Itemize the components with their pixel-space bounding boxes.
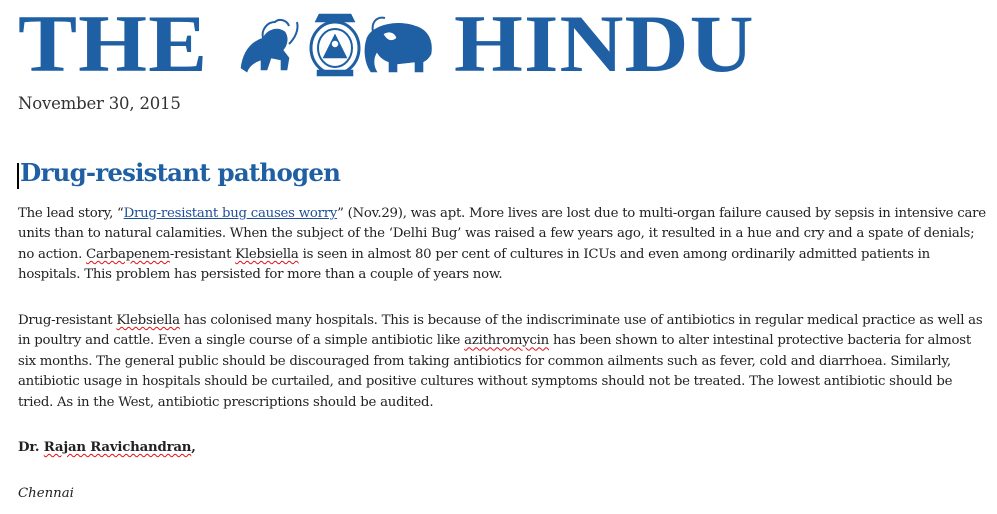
text-cursor [17,163,19,189]
author-name: Rajan Ravichandran [43,440,192,455]
masthead-hindu: HINDU [454,0,755,89]
masthead [18,0,763,89]
author-prefix: Dr. [18,440,44,455]
p1-text-end: is seen in almost 80 per cent of cultures in ICUs and even among ordinarily admitted patients in hospitals. This problem has persisted for more than a couple of years now. [18,246,930,283]
spellcheck-word-carbapenem: Carbapenem [86,246,170,262]
masthead-the: THE [18,0,209,89]
p2-text-end: has been shown to alter intestinal protective bacteria for almost six months. The general public should be discouraged from taking antibiotics for common ailments such as fever, cold and diarrhoea. Similarly, antibiotic usage in hospitals should be curtailed, and positive cultures without symptoms should not be treated. The lowest antibiotic should be tried. As in the West, antibiotic prescriptions should be audited. [18,333,971,410]
author-suffix: , [191,440,196,455]
p1-text-after-link: ” (Nov.29), was apt. More lives are lost due to multi-organ failure caused by sepsis in intensive care units than to natural calamities. When the subject of the ‘Delhi Bug’ was raised a few years ago, it resulted in a hue and cry and a spate of denials; no action. [18,206,986,262]
spellcheck-word-azithromycin: azithromycin [464,333,549,349]
author-signature [18,440,196,455]
lion-seal-elephant-emblem-icon [233,8,438,80]
article-title: Drug-resistant pathogen [20,158,341,187]
article-paragraph-2 [18,311,988,413]
lead-story-link[interactable]: Drug-resistant bug causes worry [123,206,338,221]
article-paragraph-1 [18,204,988,286]
p2-text-start: Drug-resistant [18,313,117,328]
spellcheck-word-klebsiella: Klebsiella [235,246,299,262]
p1-text-mid: -resistant [169,246,236,262]
p1-text-start: The lead story, “ [18,206,124,221]
publication-date: November 30, 2015 [18,94,181,113]
author-location: Chennai [18,486,74,501]
p2-text-mid: has colonised many hospitals. This is because of the indiscriminate use of antibiotics in regular medical practice as well as in poultry and cattle. Even a single course of a simple antibiotic like [18,313,983,349]
spellcheck-word-klebsiella: Klebsiella [116,313,180,328]
